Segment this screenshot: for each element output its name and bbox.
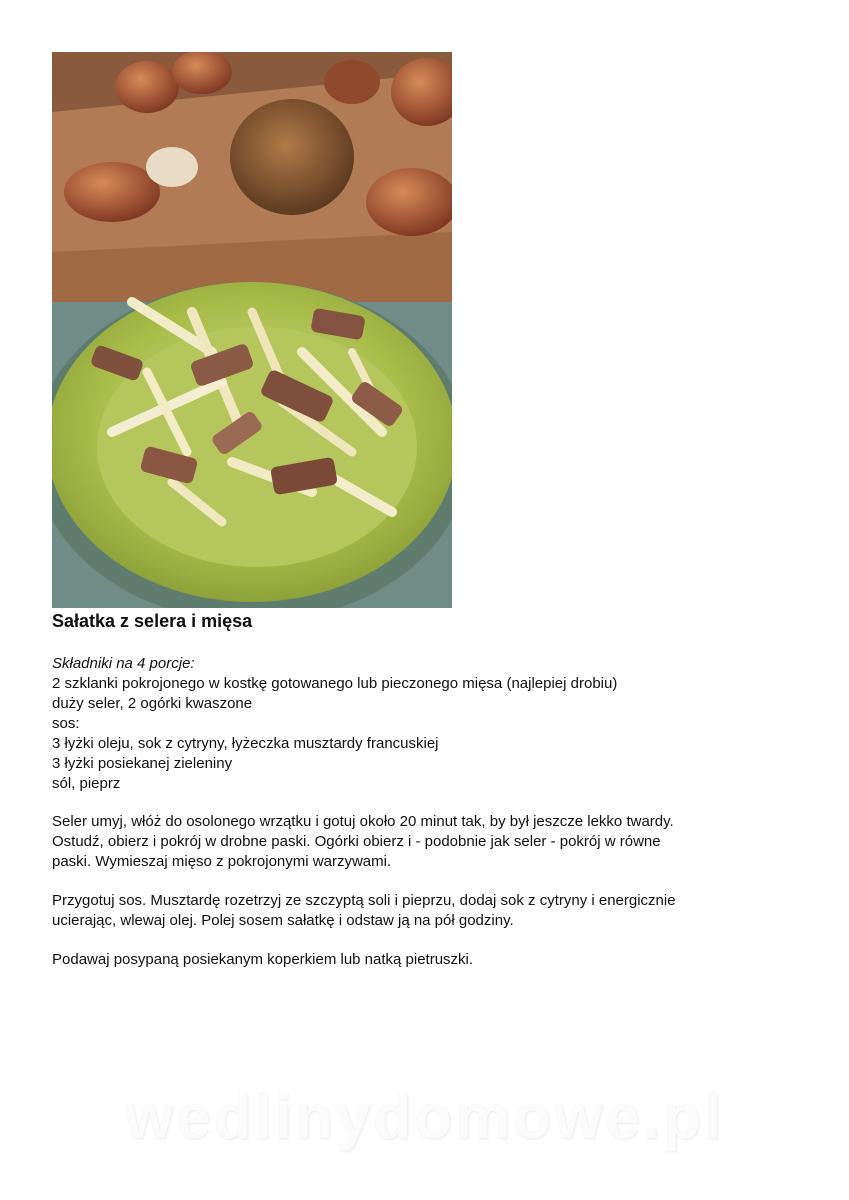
site-watermark: wedlinydomowe.pl — [124, 1083, 725, 1152]
ingredient-line: sos: — [52, 715, 80, 732]
shallot-illustration — [64, 162, 160, 222]
garlic-illustration — [146, 147, 198, 187]
ingredient-line: sól, pieprz — [52, 775, 121, 792]
ingredients-heading: Składniki na 4 porcje: — [52, 655, 195, 672]
instructions-paragraph-1 — [52, 812, 812, 872]
instructions-paragraph-2 — [52, 891, 812, 931]
paragraph-line: paski. Wymieszaj mięso z pokrojonymi warzywami. — [52, 853, 392, 870]
ingredients-section — [52, 654, 812, 794]
paragraph-line: Seler umyj, włóż do osolonego wrzątku i gotuj około 20 minut tak, by był jeszcze lekko twardy. — [52, 813, 674, 830]
paragraph-line: Podawaj posypaną posiekanym koperkiem lub natką pietruszki. — [52, 951, 474, 968]
paragraph-line: Przygotuj sos. Musztardę rozetrzyj ze szczyptą soli i pieprzu, dodaj sok z cytryny i energicznie — [52, 892, 676, 909]
recipe-title: Sałatka z selera i mięsa — [52, 611, 253, 631]
salad-photo-illustration — [52, 52, 452, 608]
ingredient-line: 2 szklanki pokrojonego w kostkę gotowanego lub pieczonego mięsa (najlepiej drobiu) — [52, 675, 618, 692]
paragraph-line: Ostudź, obierz i pokrój w drobne paski. Ogórki obierz i - podobnie jak seler - pokrój w równe — [52, 833, 661, 850]
ingredient-line: duży seler, 2 ogórki kwaszone — [52, 695, 253, 712]
ingredient-line: 3 łyżki oleju, sok z cytryny, łyżeczka musztardy francuskiej — [52, 735, 439, 752]
instructions-paragraph-3 — [52, 950, 812, 970]
ingredient-line: 3 łyżki posiekanej zieleniny — [52, 755, 233, 772]
paragraph-line: ucierając, wlewaj olej. Polej sosem sałatkę i odstaw ją na pół godziny. — [52, 912, 514, 929]
celeriac-illustration — [230, 99, 354, 215]
recipe-photo — [52, 52, 452, 608]
